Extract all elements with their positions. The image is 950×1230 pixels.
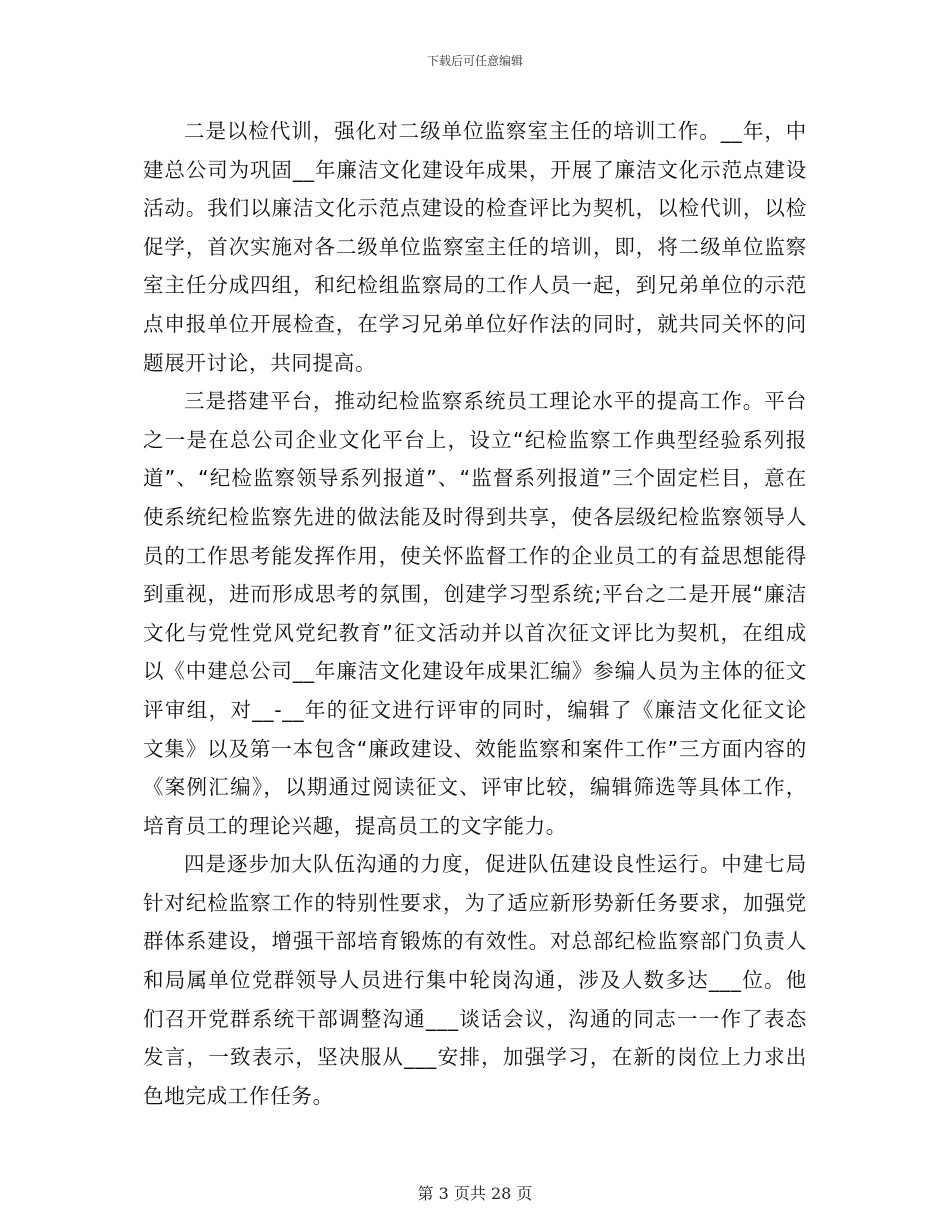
page-header: 下载后可任意编辑 xyxy=(426,54,523,68)
paragraph-training: 二是以检代训，强化对二级单位监察室主任的培训工作。__年，中建总公司为巩固__年廉洁文化建设年成果，开展了廉洁文化示范点建设活动。我们以廉洁文化示范点建设的检查评比为契机，以检代训，以检促学，首次实施对各二级单位监察室主任的培训，即，将二级单位监察室主任分成四组，和纪检组监察局的工作人员一起，到兄弟单位的示范点申报单位开展检查，在学习兄弟单位好作法的同时，就共同关怀的问题展开讨论，共同提高。 xyxy=(143,119,807,375)
document-body xyxy=(143,112,807,1115)
paragraph-team-communication: 四是逐步加大队伍沟通的力度，促进队伍建设良性运行。中建七局针对纪检监察工作的特别性要求，为了适应新形势新任务要求，加强党群体系建设，增强干部培育锻炼的有效性。对总部纪检监察部门负责人和局属单位党群领导人员进行集中轮岗沟通，涉及人数多达___位。他们召开党群系统干部调整沟通___谈话会议，沟通的同志一一作了表态发言，一致表示，坚决服从___安排，加强学习，在新的岗位上力求出色地完成工作任务。 xyxy=(143,852,807,1108)
paragraph-platform: 三是搭建平台，推动纪检监察系统员工理论水平的提高工作。平台之一是在总公司企业文化平台上，设立“纪检监察工作典型经验系列报道”、“纪检监察领导系列报道”、“监督系列报道”三个固定栏目，意在使系统纪检监察先进的做法能及时得到共享，使各层级纪检监察领导人员的工作思考能发挥作用，使关怀监督工作的企业员工的有益思想能得到重视，进而形成思考的氛围，创建学习型系统;平台之二是开展“廉洁文化与党性党风党纪教育”征文活动并以首次征文评比为契机，在组成以《中建总公司__年廉洁文化建设年成果汇编》参编人员为主体的征文评审组，对__-__年的征文进行评审的同时，编辑了《廉洁文化征文论文集》以及第一本包含“廉政建设、效能监察和案件工作”三方面内容的《案例汇编》，以期通过阅读征文、评审比较，编辑筛选等具体工作，培育员工的理论兴趣，提高员工的文字能力。 xyxy=(143,389,807,838)
page-number: 第 3 页共 28 页 xyxy=(417,1184,533,1203)
